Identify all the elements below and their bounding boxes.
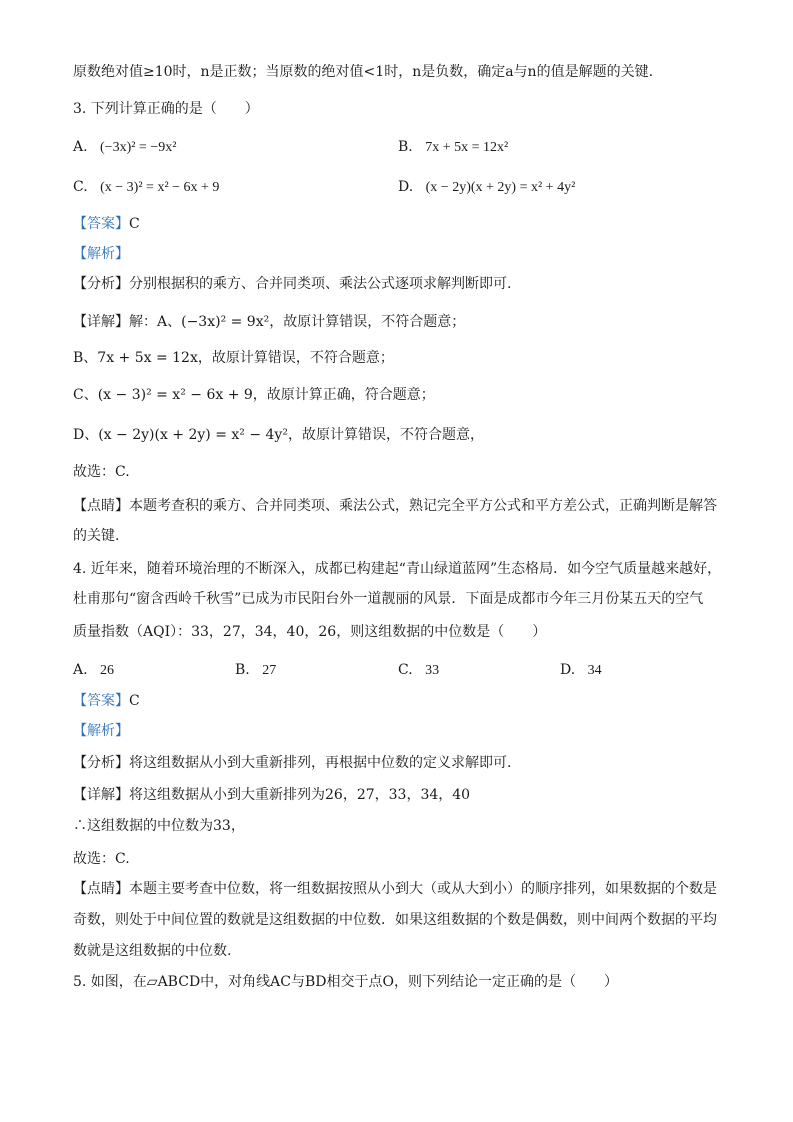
option-expr: (x − 3)² = x² − 6x + 9 <box>100 180 220 195</box>
xiangjie-tag: 【详解】 <box>73 787 129 803</box>
option-label: B. <box>398 139 413 155</box>
dianjing-text: 本题考查积的乘方、合并同类项、乘法公式，熟记完全平方公式和平方差公式，正确判断是解答 <box>129 498 717 514</box>
option-expr: (−3x)² = −9x² <box>100 140 177 155</box>
xiangjie-tag: 【详解】 <box>73 314 129 330</box>
analysis-tag: 【解析】 <box>73 723 129 739</box>
q3-option-c <box>73 177 219 198</box>
option-value: 33 <box>425 663 440 678</box>
q4-answer <box>73 691 140 711</box>
fenxi-text: 将这组数据从小到大重新排列，再根据中位数的定义求解即可. <box>129 755 512 771</box>
q3-answer <box>73 214 140 234</box>
q3-dianjing-2: 的关键. <box>73 528 120 544</box>
q4-option-c <box>398 660 439 681</box>
q5-stem: 5. 如图，在▱ABCD中，对角线AC与BD相交于点O，则下列结论一定正确的是（ ） <box>73 974 618 990</box>
option-value: 26 <box>100 663 115 678</box>
q3-analysis-tag <box>73 244 129 264</box>
xiangjie-text: 将这组数据从小到大重新排列为26，27，33，34，40 <box>129 787 471 803</box>
q2-tail-text: 原数绝对值≥10时，n是正数；当原数的绝对值<1时，n是负数，确定a与n的值是解题的关键. <box>73 64 654 80</box>
option-value: 34 <box>587 663 602 678</box>
fenxi-tag: 【分析】 <box>73 276 129 292</box>
q3-stem: 3. 下列计算正确的是（ ） <box>73 101 259 117</box>
q4-stem-2: 杜甫那句“窗含西岭千秋雪”已成为市民阳台外一道靓丽的风景．下面是成都市今年三月份某五天的空气 <box>73 591 704 607</box>
q4-option-a <box>73 660 114 681</box>
dianjing-tag: 【点睛】 <box>73 881 129 897</box>
option-expr: 7x + 5x = 12x² <box>425 140 509 155</box>
q4-conclusion: 故选：C. <box>73 851 130 867</box>
option-label: C. <box>73 179 88 195</box>
fenxi-text: 分别根据积的乘方、合并同类项、乘法公式逐项求解判断即可. <box>129 276 512 292</box>
q3-xiangjie-d: D、(x − 2y)(x + 2y) = x² − 4y²，故原计算错误，不符合题意， <box>73 427 484 443</box>
option-label: D. <box>560 662 576 678</box>
q4-xiangjie <box>73 785 470 805</box>
q4-dianjing-2: 奇数，则处于中间位置的数就是这组数据的中位数．如果这组数据的个数是偶数，则中间两个数据的平均 <box>73 912 717 928</box>
q4-fenxi <box>73 753 511 773</box>
analysis-tag: 【解析】 <box>73 246 129 262</box>
q3-option-d <box>398 177 575 198</box>
answer-value: C <box>129 216 140 232</box>
q4-option-b <box>235 660 276 681</box>
option-label: C. <box>398 662 413 678</box>
q4-stem-3: 质量指数（AQI）：33，27，34，40，26，则这组数据的中位数是（ ） <box>73 624 547 640</box>
xiangjie-text: 解：A、(−3x)² = 9x²，故原计算错误，不符合题意； <box>129 314 466 330</box>
option-label: A. <box>73 662 88 678</box>
q4-analysis-tag <box>73 721 129 741</box>
dianjing-tag: 【点睛】 <box>73 498 129 514</box>
q3-conclusion: 故选：C. <box>73 464 130 480</box>
option-value: 27 <box>262 663 277 678</box>
option-label: B. <box>235 662 250 678</box>
answer-tag: 【答案】 <box>73 216 129 232</box>
q3-fenxi <box>73 274 511 294</box>
fenxi-tag: 【分析】 <box>73 755 129 771</box>
q4-stem-1: 4. 近年来，随着环境治理的不断深入，成都已构建起“青山绿道蓝网”生态格局．如今空气质量越来越好， <box>73 561 722 577</box>
q3-option-a <box>73 137 176 158</box>
option-label: D. <box>398 179 414 195</box>
answer-value: C <box>129 693 140 709</box>
q3-xiangjie-c: C、(x − 3)² = x² − 6x + 9，故原计算正确，符合题意； <box>73 387 435 403</box>
q4-dianjing-3: 数就是这组数据的中位数. <box>73 943 232 959</box>
q4-dianjing-1 <box>73 879 717 899</box>
answer-tag: 【答案】 <box>73 693 129 709</box>
q4-option-d <box>560 660 602 681</box>
q3-dianjing-1 <box>73 496 717 516</box>
dianjing-text: 本题主要考查中位数，将一组数据按照从小到大（或从大到小）的顺序排列，如果数据的个数是 <box>129 881 717 897</box>
option-label: A. <box>73 139 88 155</box>
option-expr: (x − 2y)(x + 2y) = x² + 4y² <box>425 180 576 195</box>
q3-option-b <box>398 137 508 158</box>
q3-xiangjie-b: B、7x + 5x = 12x，故原计算错误，不符合题意； <box>73 350 394 366</box>
q4-therefore: ∴这组数据的中位数为33， <box>73 818 245 834</box>
q3-xiangjie-a <box>73 312 465 332</box>
